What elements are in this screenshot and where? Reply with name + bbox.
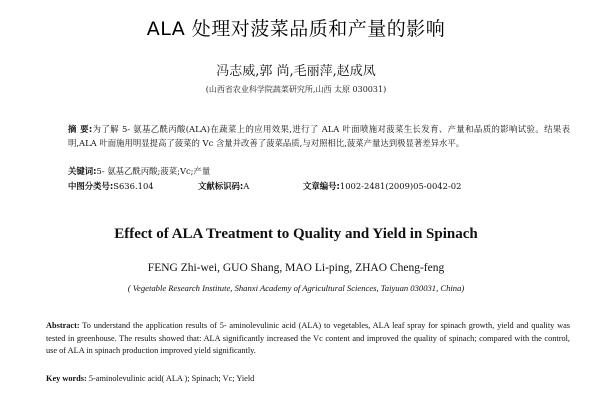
chinese-classification-row bbox=[68, 180, 570, 192]
english-abstract-text: To understand the application results of 5- aminolevulinic acid (ALA) to vegetables, ALA leaf spray for spinach growth, yield and quality was tested in greenhouse. The results showed that: ALA significantly increased the Vc content and improved the quality of spinach; compared with the control, use of ALA in spinach production improved yield significantly. bbox=[46, 321, 570, 355]
clc-label: 中图分类号: bbox=[68, 181, 114, 191]
clc-value: S636.104 bbox=[113, 181, 154, 191]
document-code bbox=[198, 180, 303, 192]
english-title: Effect of ALA Treatment to Quality and Yield in Spinach bbox=[114, 226, 478, 242]
english-keywords-text: 5-aminolevulinic acid( ALA ); Spinach; Vc; Yield bbox=[88, 374, 255, 383]
article-number bbox=[303, 180, 461, 192]
clc-number bbox=[68, 180, 198, 192]
english-keywords bbox=[46, 374, 570, 383]
article-number-label: 文章编号: bbox=[303, 181, 340, 191]
chinese-affiliation: (山西省农业科学院蔬菜研究所,山西 太原 030031) bbox=[205, 85, 387, 94]
chinese-keywords bbox=[68, 165, 570, 177]
english-authors: FENG Zhi-wei, GUO Shang, MAO Li-ping, ZHAO Cheng-feng bbox=[147, 262, 445, 274]
chinese-keywords-label: 关键词: bbox=[68, 166, 97, 176]
english-affiliation: ( Vegetable Research Institute, Shanxi Academy of Agricultural Sciences, Taiyuan 030031, China) bbox=[127, 283, 465, 293]
english-abstract bbox=[46, 320, 570, 358]
chinese-abstract-label: 摘 要: bbox=[68, 124, 93, 134]
english-abstract-label: Abstract: bbox=[46, 321, 80, 330]
english-keywords-label: Key words: bbox=[46, 374, 87, 383]
chinese-title: ALA 处理对菠菜品质和产量的影响 bbox=[146, 18, 446, 40]
chinese-abstract bbox=[68, 122, 570, 150]
chinese-keywords-text: 5- 氨基乙酰丙酸;菠菜;Vc;产量 bbox=[96, 166, 211, 176]
chinese-authors: 冯志威,郭 尚,毛丽萍,赵成凤 bbox=[216, 64, 376, 79]
chinese-abstract-text: 为了解 5- 氨基乙酰丙酸(ALA)在蔬菜上的应用效果,进行了 ALA 叶面喷施对菠菜生长发育、产量和品质的影响试验。结果表明,ALA 叶面施用明显提高了菠菜的 Vc 含量并改善了菠菜品质,与对照相比,菠菜产量达到极显著差异水平。 bbox=[68, 124, 570, 148]
article-number-value: 1002-2481(2009)05-0042-02 bbox=[339, 181, 462, 191]
document-code-label: 文献标识码: bbox=[198, 181, 244, 191]
document-code-value: A bbox=[243, 181, 250, 191]
